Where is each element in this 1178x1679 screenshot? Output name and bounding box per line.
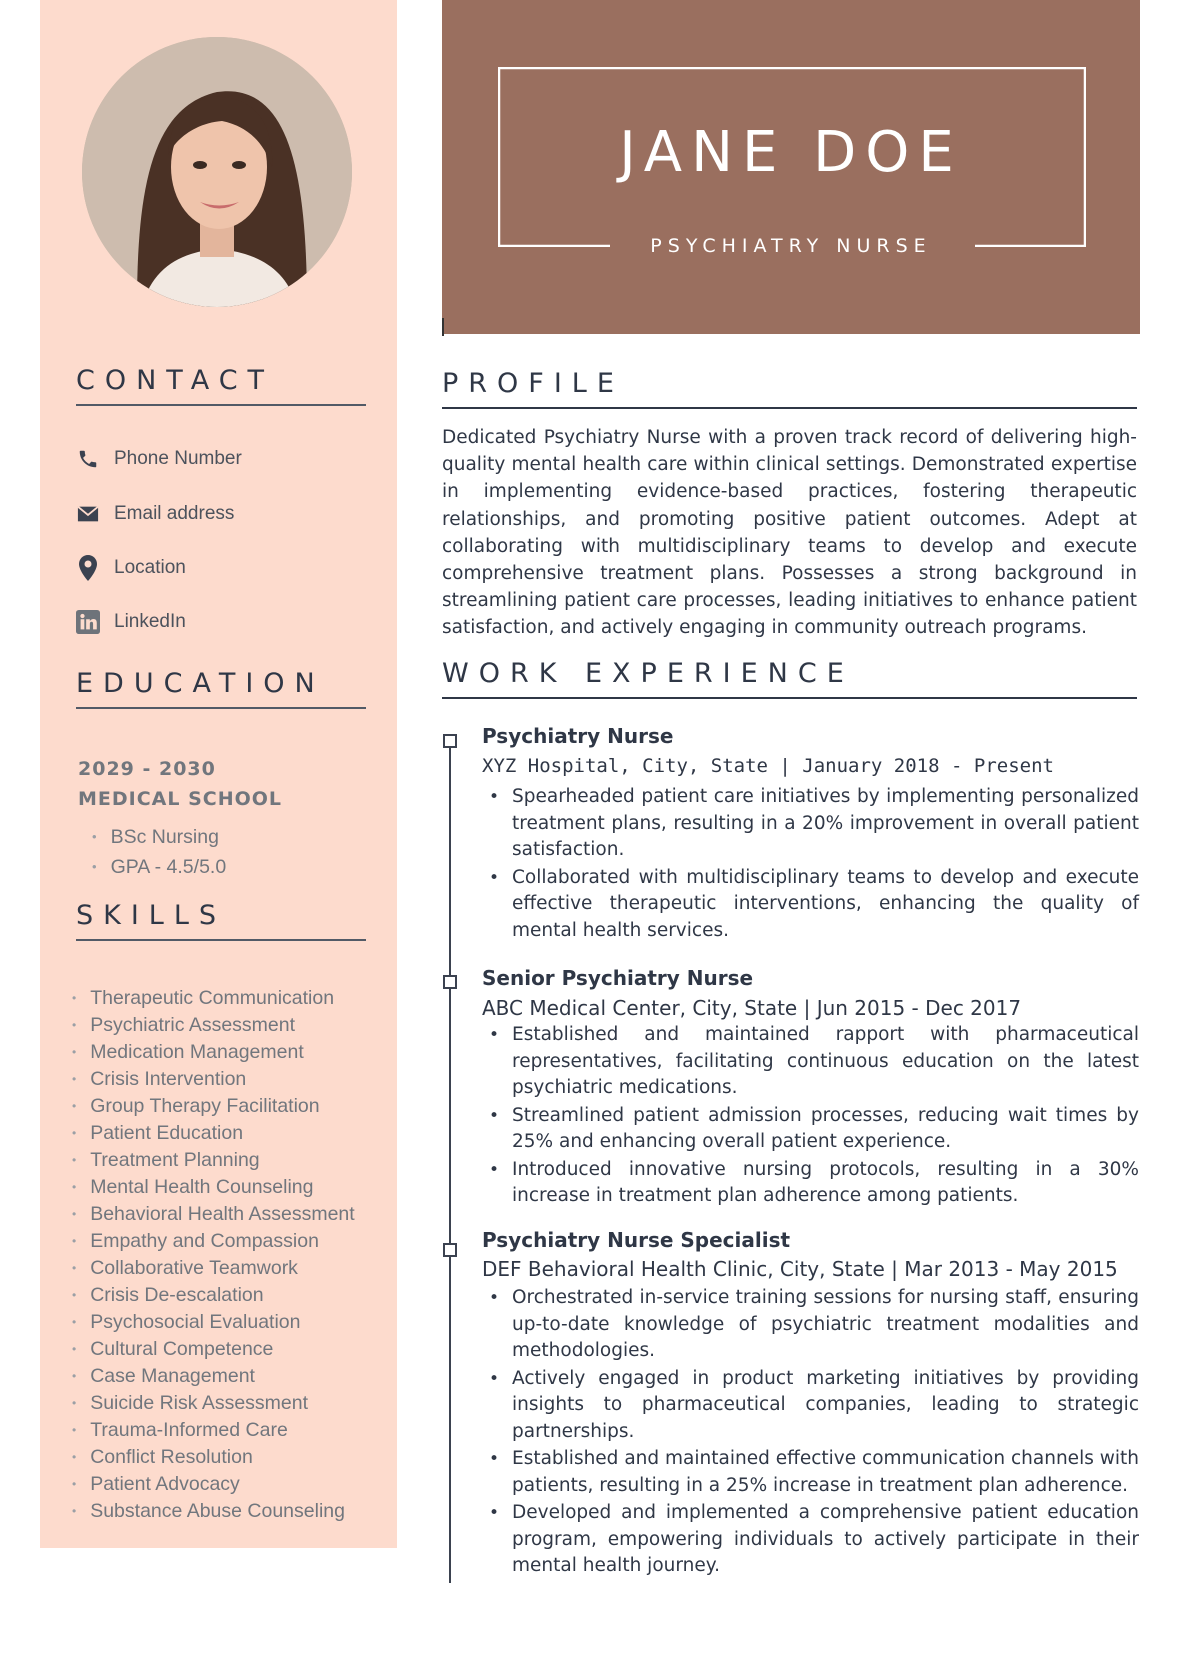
contact-phone	[76, 444, 242, 474]
education-detail: • BSc Nursing	[92, 822, 226, 852]
skill-item: • Collaborative Teamwork	[72, 1255, 355, 1282]
skill-item: • Mental Health Counseling	[72, 1174, 355, 1201]
email-icon	[76, 502, 100, 526]
skill-item: • Group Therapy Facilitation	[72, 1093, 355, 1120]
job-bullets	[487, 784, 1139, 945]
timeline-marker	[443, 734, 457, 748]
job-bullet: • Developed and implemented a comprehensive patient education program, empowering individuals to actively participate in their mental health journey.	[487, 1500, 1139, 1580]
job-title: Psychiatry Nurse Specialist	[482, 1228, 791, 1252]
linkedin-label[interactable]: LinkedIn	[114, 611, 186, 632]
timeline-line	[449, 738, 451, 1583]
person-name: JANE DOE	[619, 120, 963, 185]
job-title: Senior Psychiatry Nurse	[482, 966, 754, 990]
contact-heading: CONTACT	[76, 365, 366, 406]
skill-item: • Psychosocial Evaluation	[72, 1309, 355, 1336]
skill-item: • Psychiatric Assessment	[72, 1012, 355, 1039]
skill-item: • Conflict Resolution	[72, 1444, 355, 1471]
name-header	[442, 0, 1140, 334]
phone-label: Phone Number	[114, 448, 242, 469]
skill-item: • Medication Management	[72, 1039, 355, 1066]
skill-item: • Treatment Planning	[72, 1147, 355, 1174]
profile-heading: PROFILE	[442, 368, 1137, 409]
job-bullet: • Actively engaged in product marketing initiatives by providing insights to pharmaceutical companies, leading to strategic partnerships.	[487, 1366, 1139, 1446]
contact-email	[76, 499, 234, 529]
skill-item: • Behavioral Health Assessment	[72, 1201, 355, 1228]
job-meta: XYZ Hospital, City, State | January 2018 - Present	[482, 755, 1054, 777]
skill-item: • Patient Advocacy	[72, 1471, 355, 1498]
skill-item: • Patient Education	[72, 1120, 355, 1147]
skills-list	[72, 985, 355, 1525]
job-bullets	[487, 1285, 1139, 1581]
job-meta: DEF Behavioral Health Clinic, City, State | Mar 2013 - May 2015	[482, 1257, 1118, 1281]
job-bullet: • Established and maintained effective communication channels with patients, resulting in a 25% increase in treatment plan adherence.	[487, 1446, 1139, 1499]
job-bullet: • Collaborated with multidisciplinary teams to develop and execute effective therapeutic interventions, enhancing the quality of mental health services.	[487, 865, 1139, 945]
job-title: Psychiatry Nurse	[482, 724, 674, 748]
contact-location	[76, 553, 186, 583]
job-role: PSYCHIATRY NURSE	[650, 235, 932, 257]
contact-linkedin	[76, 607, 186, 637]
education-years: 2029 - 2030	[78, 758, 216, 780]
linkedin-icon	[76, 610, 100, 634]
sidebar	[40, 0, 397, 1548]
avatar	[82, 37, 352, 307]
job-bullet: • Orchestrated in-service training sessions for nursing staff, ensuring up-to-date knowledge of psychiatric treatment modalities and methodologies.	[487, 1285, 1139, 1365]
skill-item: • Trauma-Informed Care	[72, 1417, 355, 1444]
job-meta: ABC Medical Center, City, State | Jun 2015 - Dec 2017	[482, 996, 1022, 1020]
education-details	[92, 822, 226, 882]
timeline-marker	[443, 1243, 457, 1257]
location-icon	[76, 556, 100, 580]
phone-icon	[76, 447, 100, 471]
experience-heading: WORK EXPERIENCE	[442, 658, 1137, 699]
skill-item: • Therapeutic Communication	[72, 985, 355, 1012]
job-bullet: • Spearheaded patient care initiatives by implementing personalized treatment plans, resulting in a 20% improvement in overall patient satisfaction.	[487, 784, 1139, 864]
skill-item: • Case Management	[72, 1363, 355, 1390]
profile-text: Dedicated Psychiatry Nurse with a proven track record of delivering high-quality mental health care within clinical settings. Demonstrated expertise in implementing evidence-based practices, fostering therapeutic relationships, and promoting positive patient outcomes. Adept at collaborating with multidisciplinary teams to develop and execute comprehensive treatment plans. Possesses a strong background in streamlining patient care processes, leading initiatives to enhance patient satisfaction, and actively engaging in community outreach programs.	[442, 427, 1137, 639]
skill-item: • Suicide Risk Assessment	[72, 1390, 355, 1417]
timeline-marker	[443, 975, 457, 989]
skill-item: • Crisis Intervention	[72, 1066, 355, 1093]
job-bullet: • Introduced innovative nursing protocols, resulting in a 30% increase in treatment plan adherence among patients.	[487, 1157, 1139, 1210]
job-bullet: • Established and maintained rapport with pharmaceutical representatives, facilitating continuous education on the latest psychiatric medications.	[487, 1022, 1139, 1102]
location-label: Location	[114, 557, 186, 578]
email-label[interactable]: Email address	[114, 503, 235, 524]
education-school: MEDICAL SCHOOL	[78, 788, 283, 810]
skill-item: • Crisis De-escalation	[72, 1282, 355, 1309]
skill-item: • Empathy and Compassion	[72, 1228, 355, 1255]
education-heading: EDUCATION	[76, 668, 366, 709]
portrait-photo	[82, 37, 352, 307]
skills-heading: SKILLS	[76, 900, 366, 941]
job-bullet: • Streamlined patient admission processes, reducing wait times by 25% and enhancing overall patient experience.	[487, 1103, 1139, 1156]
skill-item: • Cultural Competence	[72, 1336, 355, 1363]
job-bullets	[487, 1022, 1139, 1211]
text-cursor	[442, 318, 444, 336]
education-detail: • GPA - 4.5/5.0	[92, 852, 226, 882]
skill-item: • Substance Abuse Counseling	[72, 1498, 355, 1525]
